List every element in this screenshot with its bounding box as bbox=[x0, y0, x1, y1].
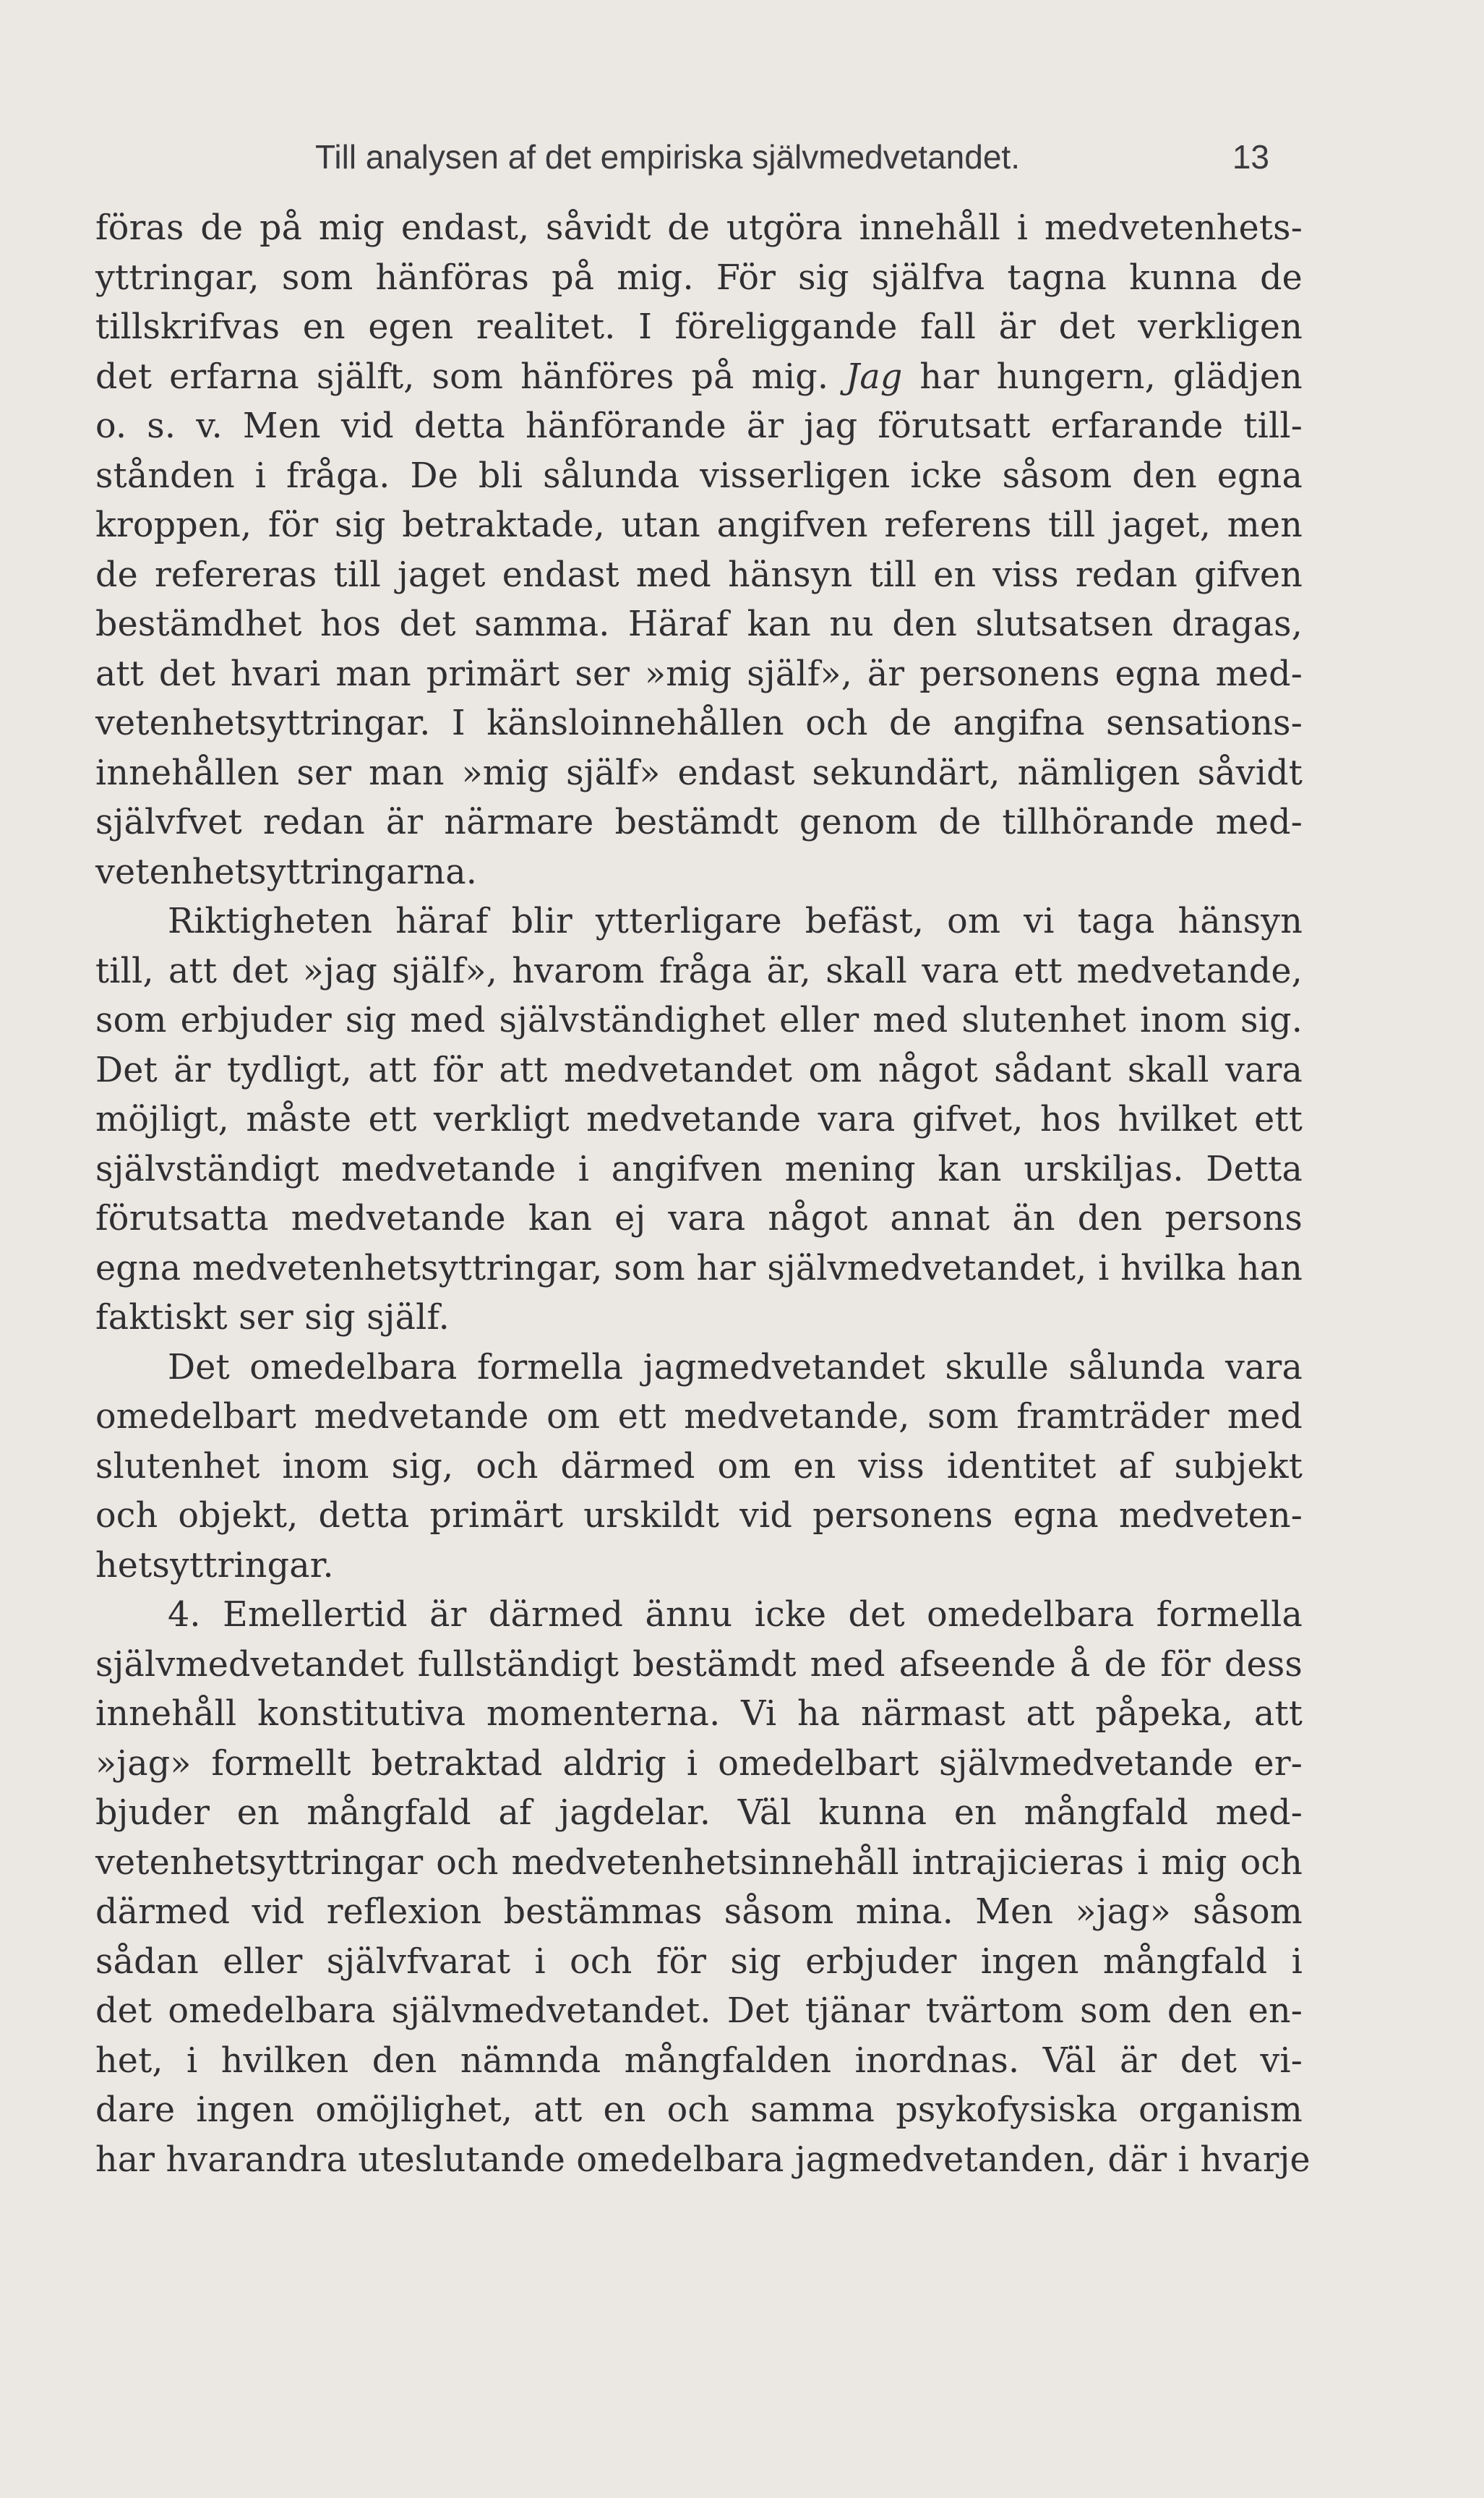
text-line: »jag» formellt betraktad aldrig i omedelbart självmedvetande er- bbox=[95, 1743, 1303, 1784]
text-line: vetenhetsyttringar och medvetenhetsinnehåll intrajicieras i mig och bbox=[95, 1842, 1303, 1883]
text-segment: det erfarna själft, som hänföres på mig. bbox=[95, 356, 829, 397]
text-line: har hvarandra uteslutande omedelbara jagmedvetanden, där i hvarje bbox=[95, 2139, 1311, 2180]
text-line: faktiskt ser sig själf. bbox=[95, 1298, 450, 1338]
text-line: o. s. v. Men vid detta hänförande är jag förutsatt erfarande till- bbox=[95, 406, 1303, 446]
body-text bbox=[95, 204, 1311, 2185]
text-segment: har hungern, glädjen bbox=[919, 356, 1303, 397]
text-line: därmed vid reflexion bestämmas såsom mina. Men »jag» såsom bbox=[95, 1892, 1303, 1932]
text-line: till, att det »jag själf», hvarom fråga är, skall vara ett medvetande, bbox=[95, 951, 1303, 991]
text-line: vetenhetsyttringarna. bbox=[95, 852, 478, 892]
text-line: förutsatta medvetande kan ej vara något annat än den persons bbox=[95, 1199, 1303, 1239]
running-header bbox=[315, 132, 1269, 182]
text-line: tillskrifvas en egen realitet. I föreliggande fall är det verkligen bbox=[95, 307, 1303, 347]
page-number: 13 bbox=[1232, 138, 1269, 176]
text-line: självmedvetandet fullständigt bestämdt med afseende å de för dess bbox=[95, 1644, 1303, 1685]
text-line: 4. Emellertid är därmed ännu icke det omedelbara formella bbox=[168, 1595, 1303, 1635]
italic-word: Jag bbox=[846, 356, 903, 397]
text-line: möjligt, måste ett verkligt medvetande vara gifvet, hos hvilket ett bbox=[95, 1100, 1303, 1139]
text-line: slutenhet inom sig, och därmed om en viss identitet af subjekt bbox=[95, 1446, 1303, 1487]
text-line: bjuder en mångfald af jagdelar. Väl kunna en mångfald med- bbox=[95, 1793, 1303, 1833]
text-line: sådan eller självfvarat i och för sig erbjuder ingen mångfald i bbox=[95, 1941, 1303, 1982]
text-line: bestämdhet hos det samma. Häraf kan nu den slutsatsen dragas, bbox=[95, 604, 1303, 644]
text-line: kroppen, för sig betraktade, utan angifven referens till jaget, men bbox=[95, 505, 1303, 545]
text-line: innehåll konstitutiva momenterna. Vi ha närmast att påpeka, att bbox=[95, 1694, 1303, 1734]
text-line: dare ingen omöjlighet, att en och samma psykofysiska organism bbox=[95, 2090, 1303, 2130]
text-line: het, i hvilken den nämnda mångfalden inordnas. Väl är det vi- bbox=[95, 2040, 1303, 2081]
text-line: yttringar, som hänföras på mig. För sig själfva tagna kunna de bbox=[95, 257, 1303, 298]
header-title: Till analysen af det empiriska självmedvetandet. bbox=[315, 138, 1020, 176]
text-line: och objekt, detta primärt urskildt vid personens egna medveten- bbox=[95, 1496, 1303, 1536]
text-line: som erbjuder sig med självständighet eller med slutenhet inom sig. bbox=[95, 1001, 1303, 1040]
text-line: innehållen ser man »mig själf» endast sekundärt, nämligen såvidt bbox=[95, 753, 1303, 793]
text-line: det omedelbara självmedvetandet. Det tjänar tvärtom som den en- bbox=[95, 1991, 1303, 2031]
text-line: omedelbart medvetande om ett medvetande, som framträder med bbox=[95, 1397, 1303, 1437]
text-line: självfvet redan är närmare bestämdt genom de tillhörande med- bbox=[95, 803, 1303, 842]
text-line: Det omedelbara formella jagmedvetandet skulle sålunda vara bbox=[168, 1347, 1303, 1387]
text-line: att det hvari man primärt ser »mig själf», är personens egna med- bbox=[95, 654, 1303, 694]
text-line: stånden i fråga. De bli sålunda visserligen icke såsom den egna bbox=[95, 455, 1303, 496]
text-line: vetenhetsyttringar. I känsloinnehållen och de angifna sensations- bbox=[95, 703, 1303, 743]
text-line bbox=[95, 353, 1303, 403]
text-line: självständigt medvetande i angifven mening kan urskiljas. Detta bbox=[95, 1149, 1303, 1189]
text-line: de refereras till jaget endast med hänsyn till en viss redan gifven bbox=[95, 555, 1303, 595]
text-line: Riktigheten häraf blir ytterligare befäst, om vi taga hänsyn bbox=[168, 902, 1303, 941]
text-line: egna medvetenhetsyttringar, som har självmedvetandet, i hvilka han bbox=[95, 1248, 1303, 1288]
text-line: hetsyttringar. bbox=[95, 1545, 334, 1586]
text-line: Det är tydligt, att för att medvetandet om något sådant skall vara bbox=[95, 1050, 1303, 1090]
text-line: föras de på mig endast, såvidt de utgöra innehåll i medvetenhets- bbox=[95, 208, 1303, 248]
